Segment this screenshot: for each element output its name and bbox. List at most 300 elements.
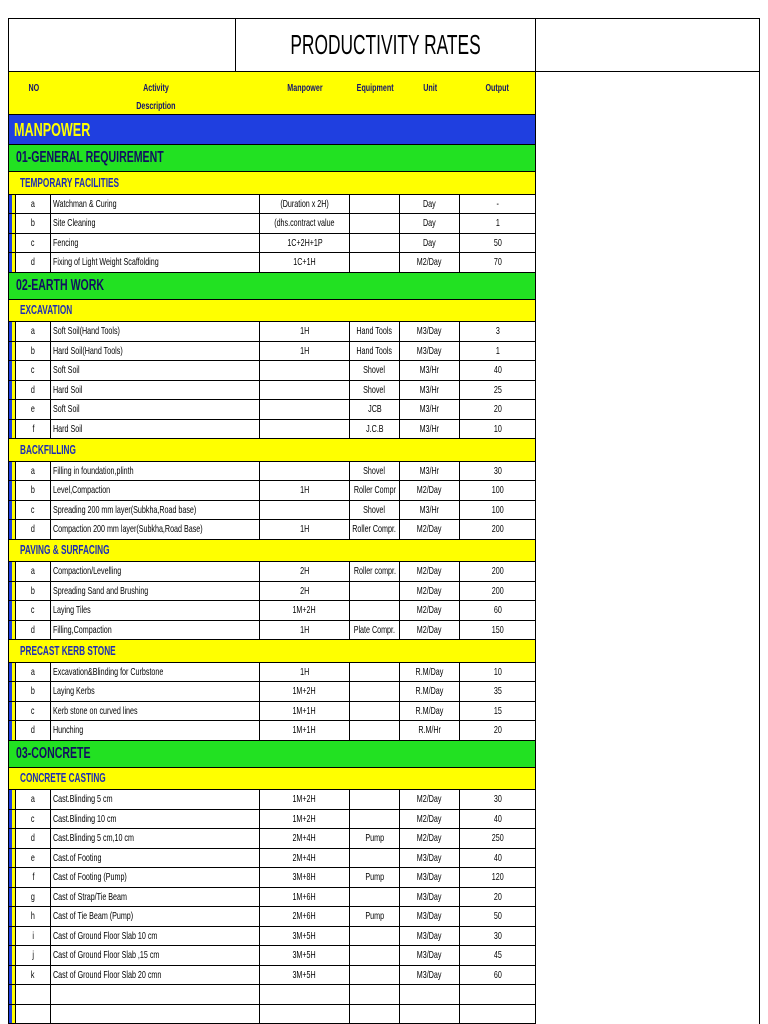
- cell-no-text: b: [31, 344, 35, 357]
- cell-no: [16, 400, 51, 419]
- row-stripe: [9, 520, 16, 539]
- cell-output: [460, 381, 535, 400]
- title-cell: [236, 19, 535, 71]
- cell-activity-text: Excavation&Blinding for Curbstone: [53, 665, 164, 678]
- cell-manpower: [260, 562, 350, 581]
- cell-unit-text: M3/Day: [417, 871, 442, 883]
- table-row: [9, 582, 535, 602]
- table-row: [9, 810, 535, 830]
- cell-no-text: a: [31, 565, 35, 577]
- cell-no: [16, 501, 51, 520]
- cell-activity-text: Hard Soil: [53, 422, 83, 435]
- blank-row: [9, 1005, 535, 1024]
- table-row: [9, 234, 535, 254]
- cell-equipment: [350, 849, 400, 868]
- cell-equipment: [350, 663, 400, 682]
- cell-no-text: d: [31, 724, 35, 736]
- row-stripe: [9, 927, 16, 946]
- row-stripe: [9, 682, 16, 701]
- col-header-equipment-label: Equipment: [356, 82, 394, 94]
- row-stripe: [9, 342, 16, 361]
- cell-no: [16, 888, 51, 907]
- cell-manpower: [260, 214, 350, 233]
- cell-no-text: j: [32, 949, 34, 961]
- cell-unit: [400, 849, 460, 868]
- cell-activity: [51, 888, 260, 907]
- table-row: [9, 868, 535, 888]
- cell-no: [16, 907, 51, 926]
- cell-unit-text: M2/Day: [417, 623, 442, 636]
- cell-activity: [51, 195, 260, 214]
- cell-no-text: e: [31, 851, 35, 864]
- division-header: [9, 741, 535, 768]
- cell-activity-text: Kerb stone on curved lines: [53, 704, 138, 717]
- cell-unit-text: Day: [423, 197, 436, 210]
- cell-no-text: c: [31, 503, 35, 516]
- cell-activity-text: Fixing of Light Weight Scaffolding: [53, 256, 159, 268]
- cell-activity: [51, 985, 260, 1004]
- cell-equipment: [350, 501, 400, 520]
- cell-no-text: k: [31, 968, 35, 981]
- cell-no-text: a: [31, 793, 35, 805]
- cell-equipment: [350, 582, 400, 601]
- cell-output: [460, 682, 535, 701]
- cell-manpower: [260, 721, 350, 740]
- cell-unit: [400, 790, 460, 809]
- col-header-activity-label: Activity: [142, 81, 169, 94]
- division-header: [9, 145, 535, 172]
- cell-output: [460, 562, 535, 581]
- cell-output: [460, 888, 535, 907]
- cell-output-text: 50: [493, 910, 502, 922]
- row-stripe: [9, 501, 16, 520]
- cell-output: [460, 234, 535, 253]
- cell-manpower: [260, 927, 350, 946]
- table-row: [9, 322, 535, 342]
- cell-activity: [51, 420, 260, 439]
- cell-activity-text: Cast of Ground Floor Slab 20 cmn: [53, 968, 162, 981]
- cell-unit-text: R.M/Day: [415, 704, 444, 717]
- cell-no: [16, 562, 51, 581]
- cell-manpower: [260, 582, 350, 601]
- cell-output: [460, 966, 535, 985]
- row-stripe: [9, 400, 16, 419]
- cell-manpower-text: 1H: [299, 665, 310, 678]
- cell-activity-text: Fencing: [53, 236, 79, 249]
- cell-activity: [51, 1005, 260, 1024]
- cell-no-text: h: [31, 910, 35, 922]
- cell-equipment-text: Hand Tools: [356, 344, 393, 357]
- cell-no-text: a: [31, 325, 35, 337]
- cell-unit: [400, 621, 460, 640]
- group-header: [9, 640, 535, 663]
- row-stripe: [9, 946, 16, 965]
- cell-manpower: [260, 400, 350, 419]
- cell-activity-text: Cast of Ground Floor Slab ,15 cm: [53, 949, 160, 961]
- cell-activity: [51, 829, 260, 848]
- cell-output: [460, 621, 535, 640]
- cell-equipment-text: Pump: [365, 871, 384, 883]
- cell-output: [460, 601, 535, 620]
- cell-no: [16, 721, 51, 740]
- cell-unit: [400, 682, 460, 701]
- cell-activity-text: Spreading Sand and Brushing: [53, 584, 149, 597]
- cell-manpower: [260, 342, 350, 361]
- table-row: [9, 420, 535, 440]
- cell-no: [16, 601, 51, 620]
- cell-output-text: 1: [495, 217, 500, 229]
- cell-manpower-text: 1C+1H: [293, 256, 316, 268]
- cell-manpower-text: 1M+1H: [292, 724, 317, 736]
- cell-no: [16, 342, 51, 361]
- cell-unit: [400, 322, 460, 341]
- cell-no: [16, 946, 51, 965]
- cell-equipment: [350, 946, 400, 965]
- cell-activity: [51, 810, 260, 829]
- cell-no: [16, 663, 51, 682]
- cell-output-text: 40: [493, 812, 502, 825]
- cell-equipment-text: Pump: [365, 910, 384, 922]
- group-header: [9, 439, 535, 462]
- cell-no-text: c: [31, 812, 35, 825]
- cell-unit-text: Day: [423, 217, 436, 229]
- cell-unit: [400, 702, 460, 721]
- cell-manpower: [260, 420, 350, 439]
- column-divider-line: [535, 19, 536, 1024]
- cell-unit: [400, 927, 460, 946]
- cell-manpower-text: 1H: [299, 523, 310, 535]
- cell-no: [16, 214, 51, 233]
- cell-output: [460, 790, 535, 809]
- cell-unit-text: M2/Day: [417, 812, 442, 825]
- cell-no: [16, 582, 51, 601]
- group-title: PRECAST KERB STONE: [20, 643, 116, 658]
- cell-activity: [51, 621, 260, 640]
- cell-output: [460, 501, 535, 520]
- cell-unit: [400, 361, 460, 380]
- row-stripe: [9, 985, 16, 1004]
- cell-output: [460, 481, 535, 500]
- group-title: EXCAVATION: [20, 303, 73, 317]
- cell-output-text: 200: [491, 584, 504, 597]
- cell-equipment: [350, 253, 400, 272]
- cell-manpower: [260, 462, 350, 481]
- cell-equipment: [350, 420, 400, 439]
- cell-unit: [400, 582, 460, 601]
- cell-unit: [400, 810, 460, 829]
- cell-manpower: [260, 946, 350, 965]
- row-stripe: [9, 195, 16, 214]
- cell-no-text: i: [32, 929, 34, 942]
- header-stripe-cell: [9, 72, 16, 114]
- table-row: [9, 682, 535, 702]
- cell-unit-text: M2/Day: [417, 793, 442, 805]
- cell-activity-text: Filling,Compaction: [53, 623, 112, 636]
- cell-no-text: d: [31, 383, 35, 396]
- row-stripe: [9, 966, 16, 985]
- cell-unit: [400, 985, 460, 1004]
- cell-activity: [51, 342, 260, 361]
- cell-unit-text: M3/Hr: [419, 383, 440, 396]
- cell-equipment: [350, 790, 400, 809]
- row-stripe: [9, 849, 16, 868]
- cell-unit-text: M2/Day: [417, 523, 442, 535]
- cell-equipment: [350, 214, 400, 233]
- cell-equipment: [350, 1005, 400, 1024]
- cell-activity: [51, 927, 260, 946]
- cell-activity-text: Watchman & Curing: [53, 197, 117, 210]
- cell-output: [460, 582, 535, 601]
- cell-no-text: c: [31, 236, 35, 249]
- cell-activity: [51, 966, 260, 985]
- cell-no: [16, 849, 51, 868]
- cell-equipment: [350, 810, 400, 829]
- cell-unit-text: M3/Day: [417, 968, 442, 981]
- productivity-table: [9, 72, 535, 1024]
- cell-equipment: [350, 462, 400, 481]
- cell-equipment: [350, 682, 400, 701]
- cell-no-text: d: [31, 523, 35, 535]
- table-row: [9, 195, 535, 215]
- cell-unit: [400, 663, 460, 682]
- cell-unit: [400, 1005, 460, 1024]
- cell-activity: [51, 400, 260, 419]
- row-stripe: [9, 361, 16, 380]
- col-header-description-label: Description: [135, 99, 176, 112]
- cell-manpower: [260, 381, 350, 400]
- cell-equipment: [350, 195, 400, 214]
- cell-manpower: [260, 234, 350, 253]
- table-body: [9, 145, 535, 985]
- division-header: [9, 273, 535, 300]
- row-stripe: [9, 322, 16, 341]
- row-stripe: [9, 790, 16, 809]
- cell-output-text: 25: [493, 383, 502, 396]
- row-stripe: [9, 888, 16, 907]
- category-title: MANPOWER: [14, 119, 91, 140]
- cell-unit: [400, 420, 460, 439]
- cell-equipment: [350, 400, 400, 419]
- row-stripe: [9, 214, 16, 233]
- cell-manpower-text: 1H: [299, 484, 310, 496]
- cell-no-text: d: [31, 832, 35, 844]
- cell-activity-text: Cast of Footing (Pump): [53, 871, 127, 883]
- cell-output-text: 200: [491, 565, 504, 577]
- cell-activity-text: Laying Kerbs: [53, 685, 95, 697]
- cell-unit: [400, 481, 460, 500]
- cell-no: [16, 481, 51, 500]
- cell-equipment-text: JCB: [367, 403, 382, 415]
- row-stripe: [9, 1005, 16, 1024]
- cell-unit: [400, 381, 460, 400]
- row-stripe: [9, 481, 16, 500]
- cell-equipment: [350, 927, 400, 946]
- cell-no: [16, 462, 51, 481]
- cell-equipment-text: Roller Compr: [353, 484, 396, 496]
- cell-unit: [400, 342, 460, 361]
- cell-output-text: 150: [491, 623, 504, 636]
- cell-activity: [51, 790, 260, 809]
- cell-no: [16, 682, 51, 701]
- cell-unit: [400, 601, 460, 620]
- cell-no: [16, 195, 51, 214]
- cell-equipment: [350, 322, 400, 341]
- cell-manpower: [260, 829, 350, 848]
- cell-output-text: 60: [493, 968, 502, 981]
- cell-equipment-text: Roller compr.: [353, 565, 396, 577]
- cell-activity: [51, 582, 260, 601]
- cell-unit: [400, 234, 460, 253]
- cell-equipment: [350, 702, 400, 721]
- table-row: [9, 253, 535, 273]
- cell-activity: [51, 361, 260, 380]
- cell-activity: [51, 946, 260, 965]
- blank-row: [9, 985, 535, 1005]
- table-row: [9, 907, 535, 927]
- cell-manpower-text: 1H: [299, 623, 310, 636]
- table-row: [9, 702, 535, 722]
- page-title: PRODUCTIVITY RATES: [290, 29, 481, 60]
- cell-manpower-text: 1M+2H: [292, 793, 317, 805]
- cell-activity: [51, 381, 260, 400]
- cell-activity: [51, 721, 260, 740]
- cell-output-text: 100: [491, 484, 504, 496]
- row-stripe: [9, 462, 16, 481]
- table-row: [9, 214, 535, 234]
- cell-activity-text: Compaction 200 mm layer(Subkha,Road Base): [53, 523, 203, 535]
- cell-output: [460, 420, 535, 439]
- cell-manpower: [260, 520, 350, 539]
- cell-unit: [400, 907, 460, 926]
- group-header: [9, 768, 535, 791]
- col-header-manpower: [260, 72, 350, 114]
- cell-manpower-text: (Duration x 2H): [280, 197, 329, 210]
- cell-manpower: [260, 663, 350, 682]
- cell-activity: [51, 663, 260, 682]
- cell-unit: [400, 501, 460, 520]
- cell-manpower: [260, 907, 350, 926]
- table-row: [9, 663, 535, 683]
- cell-no-text: a: [31, 464, 35, 477]
- cell-output: [460, 253, 535, 272]
- cell-activity: [51, 520, 260, 539]
- group-title: CONCRETE CASTING: [20, 771, 106, 785]
- cell-activity-text: Soft Soil: [53, 364, 80, 376]
- cell-unit-text: M3/Day: [417, 890, 442, 903]
- cell-activity-text: Cast.of Footing: [53, 851, 102, 864]
- table-row: [9, 501, 535, 521]
- cell-output-text: 15: [493, 704, 502, 717]
- cell-unit-text: Day: [423, 236, 436, 249]
- cell-equipment-text: Roller Compr.: [352, 523, 397, 535]
- row-stripe: [9, 381, 16, 400]
- col-header-unit-label: Unit: [423, 82, 437, 94]
- cell-unit: [400, 888, 460, 907]
- cell-no: [16, 322, 51, 341]
- cell-manpower: [260, 985, 350, 1004]
- cell-manpower-text: 2M+4H: [292, 832, 317, 844]
- cell-unit-text: M2/Day: [417, 256, 442, 268]
- cell-no-text: c: [31, 364, 35, 376]
- cell-output: [460, 663, 535, 682]
- cell-manpower-text: 1C+2H+1P: [286, 236, 323, 249]
- cell-equipment-text: Hand Tools: [356, 325, 393, 337]
- cell-manpower-text: 3M+5H: [292, 968, 317, 981]
- cell-manpower-text: 1M+6H: [292, 890, 317, 903]
- cell-activity-text: Cast.Blinding 5 cm: [53, 793, 113, 805]
- title-row: [9, 19, 759, 72]
- table-row: [9, 790, 535, 810]
- cell-unit-text: R.M/Day: [415, 685, 444, 697]
- cell-unit-text: M3/Day: [417, 851, 442, 864]
- cell-equipment: [350, 721, 400, 740]
- cell-unit-text: M3/Hr: [419, 403, 440, 415]
- cell-unit-text: R.M/Hr: [418, 724, 441, 736]
- cell-equipment: [350, 381, 400, 400]
- cell-output-text: 10: [493, 665, 502, 678]
- row-stripe: [9, 810, 16, 829]
- col-header-output: [460, 72, 535, 114]
- cell-output-text: 250: [491, 832, 504, 844]
- cell-activity-text: Compaction/Levelling: [53, 565, 122, 577]
- cell-output-text: 30: [493, 464, 502, 477]
- cell-manpower: [260, 849, 350, 868]
- cell-output-text: 40: [493, 851, 502, 864]
- division-title: 02-EARTH WORK: [16, 276, 105, 294]
- cell-output: [460, 361, 535, 380]
- cell-activity: [51, 868, 260, 887]
- col-header-equipment: [350, 72, 400, 114]
- cell-unit-text: M2/Day: [417, 832, 442, 844]
- cell-equipment-text: Shovel: [363, 503, 386, 516]
- cell-equipment: [350, 481, 400, 500]
- cell-output: [460, 520, 535, 539]
- cell-output: [460, 868, 535, 887]
- row-stripe: [9, 253, 16, 272]
- cell-activity-text: Cast of Ground Floor Slab 10 cm: [53, 929, 158, 942]
- cell-unit: [400, 462, 460, 481]
- cell-equipment: [350, 621, 400, 640]
- cell-no: [16, 361, 51, 380]
- cell-manpower-text: 2H: [299, 565, 310, 577]
- col-header-no-label: NO: [28, 82, 39, 94]
- cell-output-text: 1: [495, 344, 500, 357]
- cell-equipment-text: Shovel: [363, 364, 386, 376]
- cell-output-text: 35: [493, 685, 502, 697]
- cell-equipment: [350, 868, 400, 887]
- cell-no-text: c: [31, 704, 35, 717]
- cell-activity: [51, 253, 260, 272]
- table-row: [9, 342, 535, 362]
- cell-manpower: [260, 810, 350, 829]
- cell-output-text: 30: [493, 929, 502, 942]
- cell-manpower: [260, 322, 350, 341]
- cell-equipment: [350, 562, 400, 581]
- table-row: [9, 601, 535, 621]
- cell-no-text: a: [31, 197, 35, 210]
- cell-no-text: f: [31, 422, 34, 435]
- col-header-unit: [400, 72, 460, 114]
- cell-output: [460, 1005, 535, 1024]
- cell-no: [16, 985, 51, 1004]
- cell-output-text: -: [496, 197, 499, 210]
- cell-unit-text: M3/Day: [417, 910, 442, 922]
- cell-unit-text: M3/Hr: [419, 422, 440, 435]
- cell-activity-text: Level,Compaction: [53, 484, 111, 496]
- cell-unit: [400, 946, 460, 965]
- cell-no-text: a: [31, 665, 35, 678]
- cell-unit: [400, 214, 460, 233]
